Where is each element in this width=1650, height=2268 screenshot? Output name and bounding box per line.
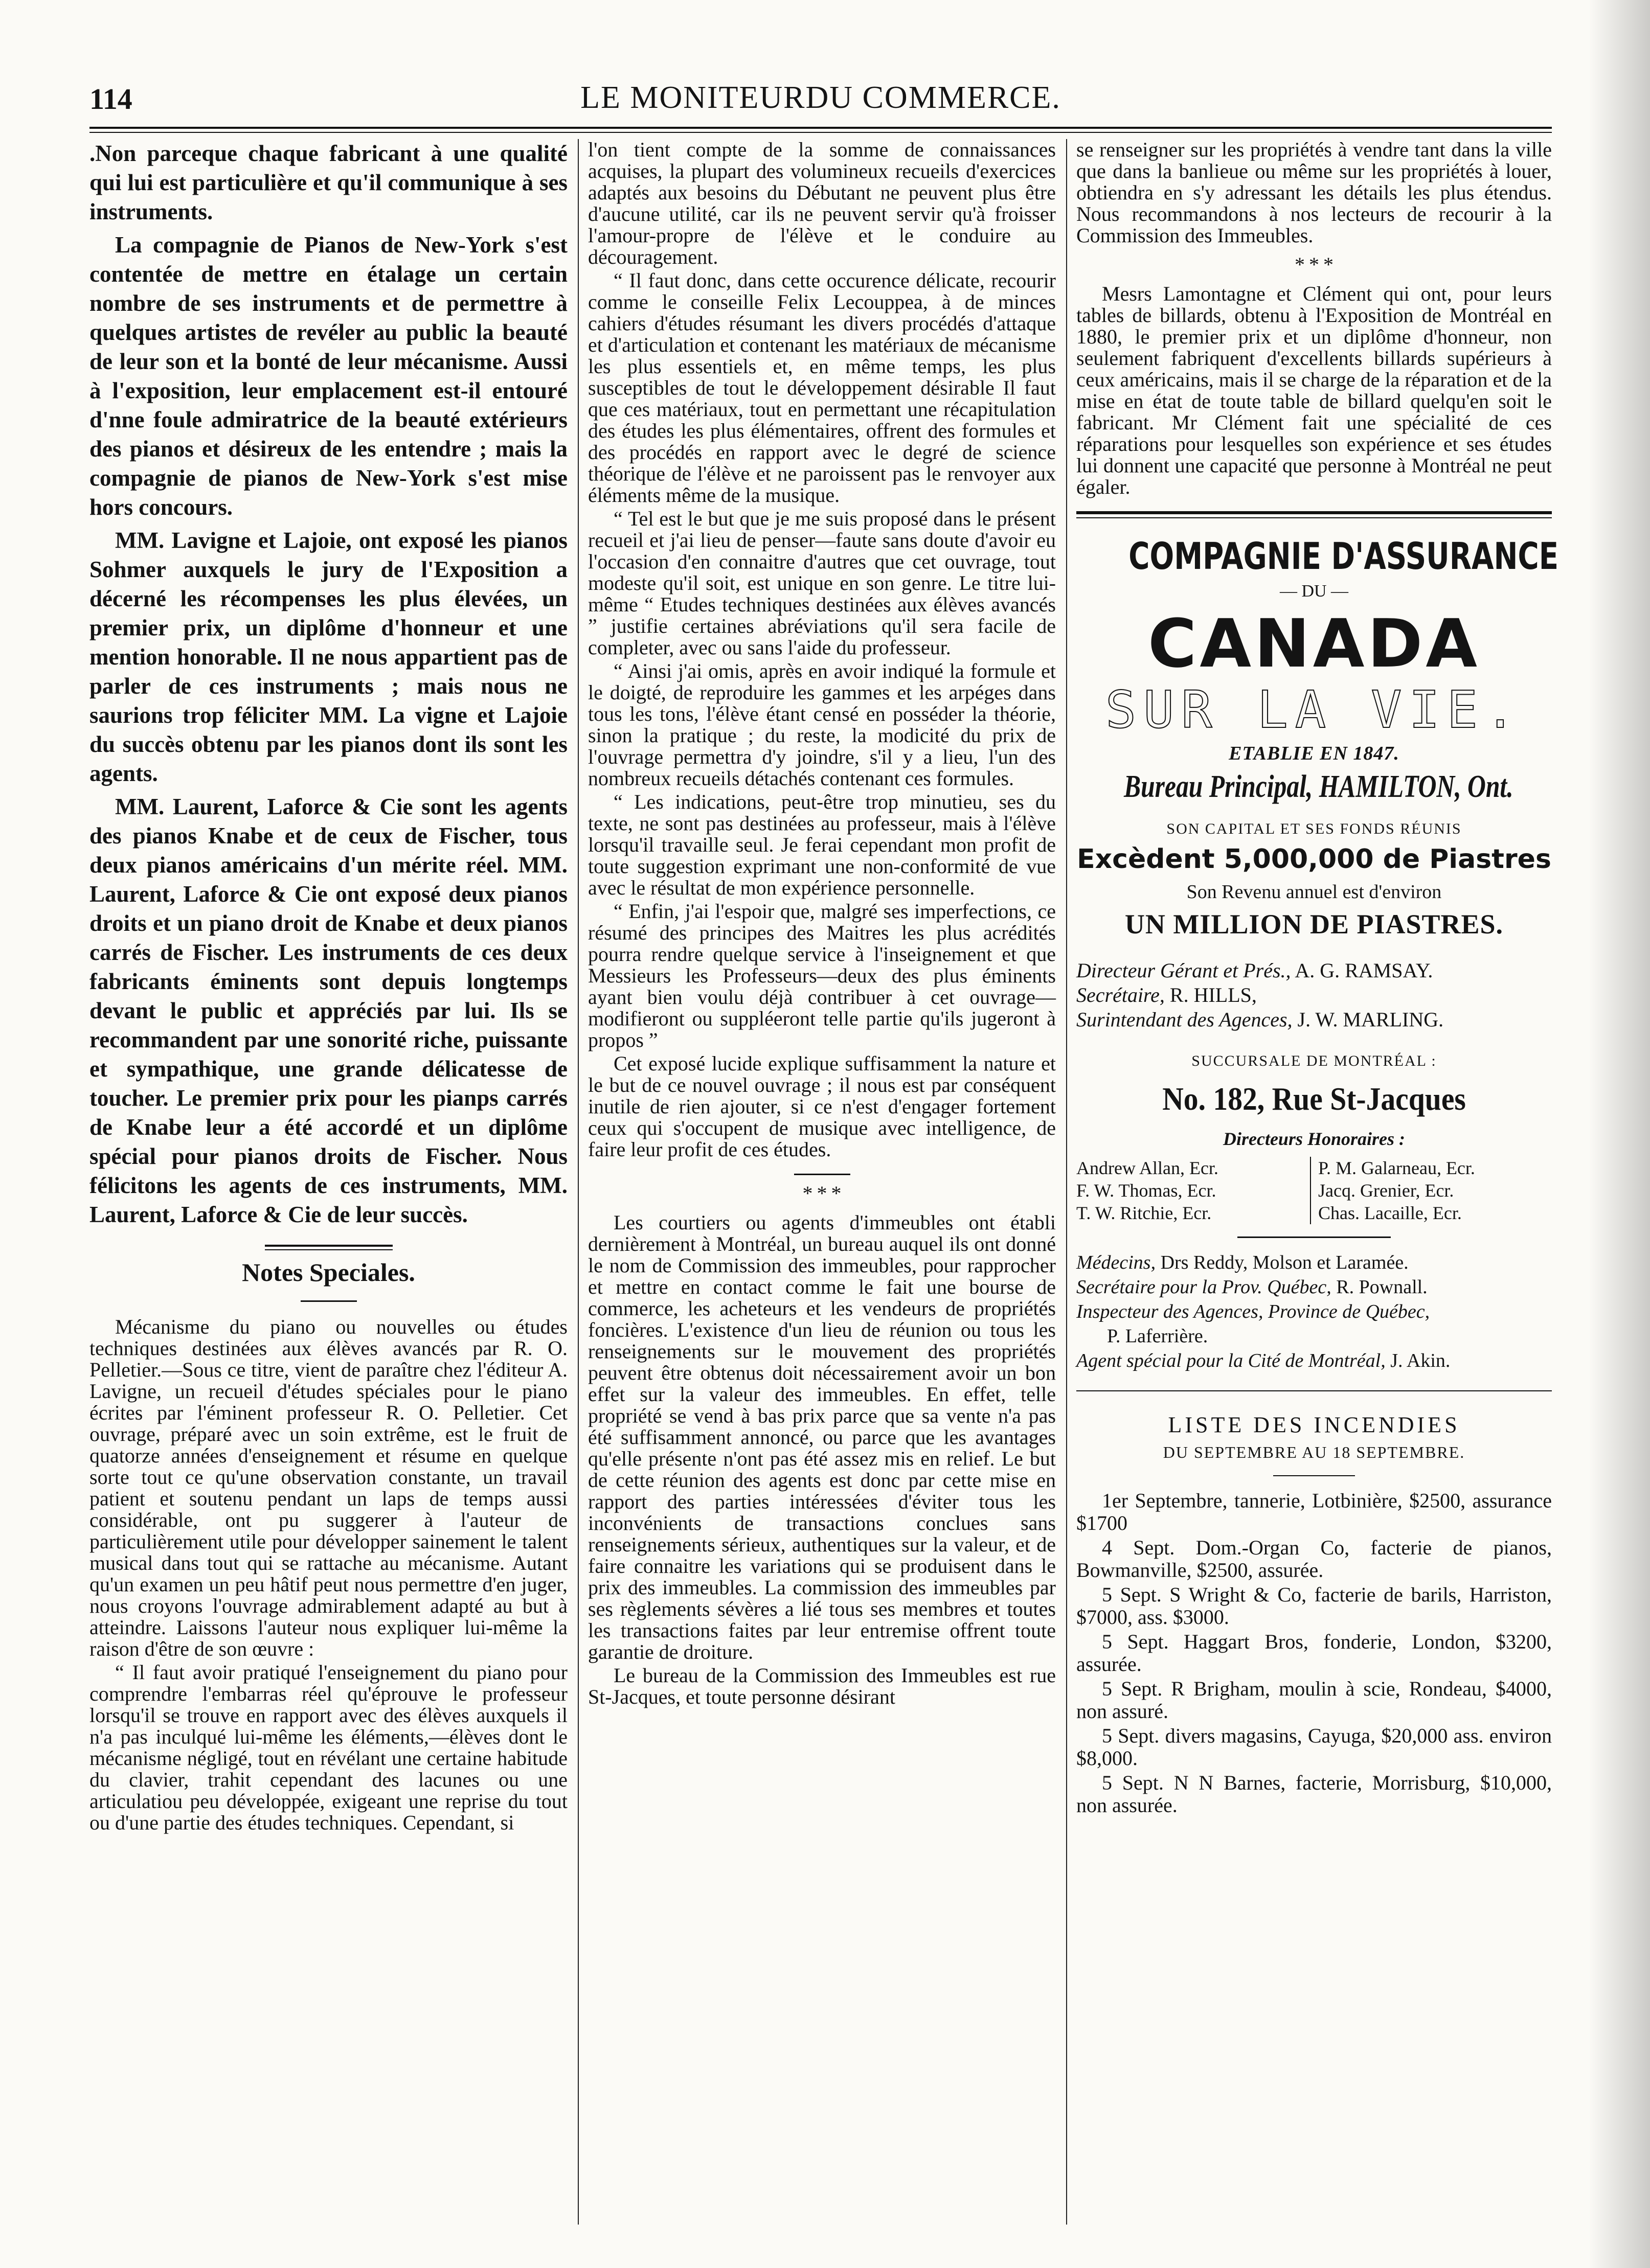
ad-agent-line: Agent spécial pour la Cité de Montréal, J. Akin. — [1076, 1350, 1451, 1371]
ad-company-name: COMPAGNIE D'ASSURANCE — [1128, 535, 1559, 578]
column-2 — [588, 139, 1056, 1710]
ad-agents — [1076, 1250, 1552, 1373]
ad-directors — [1076, 1157, 1552, 1224]
paragraph: Mesrs Lamontagne et Clément qui ont, pour leurs tables de billards, obtenu à l'Exposition de Montréal en 1880, le premier prix et un diplôme d'honneur, non seulement fabriquent d'excellents billards supérieurs à ceux américains, mais il se charge de la réparation et de la mise en état de toute table de billard quelqu'en soit le fabricant. Mr Clément fait une spécialité de ces réparations pour lesquelles son expérience et ses études lui donnent une capacité que personne à Montréal ne peut égaler. — [1076, 282, 1552, 498]
ad-revenue-line: Son Revenu annuel est d'environ — [1186, 881, 1442, 903]
director-name: T. W. Ritchie, Ecr. — [1076, 1203, 1212, 1223]
ad-head-office: Bureau Principal, HAMILTON, Ont. — [1124, 769, 1513, 804]
ad-agent-line: Inspecteur des Agences, Province de Québec, — [1076, 1301, 1430, 1322]
fires-title: LISTE DES INCENDIES — [1168, 1412, 1460, 1437]
header-rule — [89, 127, 1552, 133]
paragraph: “ Tel est le but que je me suis proposé dans le présent recueil et j'ai lieu de penser—faute sans doute d'avoir eu l'occasion d'en connaitre d'autres que cet ouvrage, tout modeste qu'il soit, est unique en son genre. Le titre lui-même “ Etudes techniques destinées aux élèves avancés ” justifie certaines abréviations qu'il sera facile de completer, avec ou sans l'aide du professeur. — [588, 507, 1056, 659]
ad-agent-line: Médecins, Drs Reddy, Molson et Laramée. — [1076, 1252, 1409, 1273]
advertisement-bottom-rule — [1076, 1390, 1552, 1391]
section-heading: Notes Speciales. — [242, 1258, 415, 1287]
ad-canada: CANADA — [1148, 605, 1480, 682]
paragraph: l'on tient compte de la somme de connaissances acquises, la plupart des volumineux recueils d'exercices adaptés aux besoins du Débutant ne peuvent plus être d'aucune utilité, car ils ne peuvent servir qu'à froisser l'amour-propre de l'élève et le conduire au découragement. — [588, 138, 1056, 268]
paragraph: “ Les indications, peut-être trop minutieu, ses du texte, ne sont pas destinées au professeur, mais à l'élève lorsqu'il travaille seul. Je ferai cependant mon profit de toute suggestion exprimant une non-conformité de vue avec le résultat de mon expérience personnelle. — [588, 790, 1056, 899]
list-item: 5 Sept. N N Barnes, facterie, Morrisburg, $10,000, non assurée. — [1076, 1771, 1552, 1817]
paragraph: MM. Lavigne et Lajoie, ont exposé les pianos Sohmer auxquels le jury de l'Exposition a décerné les récompenses les plus élevées, un premier prix, un diplôme d'honneur et une mention honorable. Il ne nous appartient pas de parler de ces instruments ; mais nous ne saurions trop féliciter MM. La vigne et Lajoie du succès obtenu par les pianos dont ils sont les agents. — [89, 528, 568, 786]
director-name: F. W. Thomas, Ecr. — [1076, 1180, 1216, 1201]
list-item: 4 Sept. Dom.-Organ Co, facterie de pianos, Bowmanville, $2500, assurée. — [1076, 1536, 1552, 1582]
ad-revenue-amount: UN MILLION DE PIASTRES. — [1124, 909, 1504, 940]
separator-rule — [794, 1174, 850, 1175]
ad-directors-heading: Directeurs Honoraires : — [1223, 1129, 1405, 1149]
paragraph: .Non parceque chaque fabricant à une qualité qui lui est particulière et qu'il communique à ses instruments. — [89, 141, 568, 224]
column-divider — [1066, 139, 1067, 2225]
list-item: 1er Septembre, tannerie, Lotbinière, $2500, assurance $1700 — [1076, 1489, 1552, 1534]
fires-list — [1076, 1412, 1552, 1817]
director-name: Andrew Allan, Ecr. — [1076, 1158, 1218, 1178]
asterism: * * * — [802, 1182, 842, 1205]
paragraph: Cet exposé lucide explique suffisamment la nature et le but de ce nouvel ouvrage ; il nous est par conséquent inutile de rien ajouter, si ce n'est d'engager fortement ceux qui s'occupent de musique avec intelligence, de faire leur profit de ces études. — [588, 1052, 1056, 1161]
heading-rule — [265, 1245, 393, 1250]
page-header — [89, 77, 1552, 123]
paragraph: Les courtiers ou agents d'immeubles ont établi dernièrement à Montréal, un bureau auquel ils ont donné le nom de Commission des immeubles, pour rapprocher et mettre en contact comme le fait une bourse de commerce, les acheteurs et les vendeurs de propriétés foncières. L'existence d'un lieu de réunion ou tous les renseignements sur le mouvement des propriétés peuvent être obtenus doit nécessairement avoir un bon effet sur la valeur des immeubles. En effet, telle propriété se vend à bas prix parce que sa vente n'a pas été suffisamment annoncé, ou parce que les avantages qu'elle présente n'ont pas été assez mis en relief. Le but de cette réunion des agents est donc par cette mise en rapport des parties intéressées d'éviter tous les inconvénients de transactions conclues sans renseignements sérieux, authentiques sur la valeur, et de faire connaitre les variations qui se produisent dans le prix des immeubles. La commission des immeubles par ses règlements sévères a lié tous ses membres et toutes les transactions faites par leur entremise offrent toute garantie de droiture. — [588, 1211, 1056, 1663]
paragraph: MM. Laurent, Laforce & Cie sont les agents des pianos Knabe et de ceux de Fischer, tous deux pianos américains d'un mérite réel. MM. Laurent, Laforce & Cie ont exposé deux pianos droits et un piano droit de Knabe et deux pianos carrés de Fischer. Les instruments de ces deux fabricants éminents sont depuis longtemps devant le public et appréciés par lui. Ils se recommandent par une sonorité riche, puissante et sympathique, une grande délicatesse de toucher. Le premier prix pour les pianps carrés de Knabe leur a été accordé et un diplôme spécial pour pianos droits de Fischer. Nous félicitons les agents de ces instruments, MM. Laurent, Laforce & Cie de leur succès. — [89, 794, 568, 1227]
page-title: LE MONITEURDU COMMERCE. — [580, 80, 1061, 115]
ad-agent-line: Secrétaire pour la Prov. Québec, R. Pownall. — [1076, 1276, 1428, 1298]
asterism: * * * — [1294, 253, 1333, 276]
paragraph: “ Il faut avoir pratiqué l'enseignement du piano pour comprendre l'embarras réel qu'éprouve le professeur lorsqu'il se trouve en rapport avec des élèves auxquels il n'a pas inculqué lui-même les éléments,—élèves dont le mécanisme négligé, tout en révélant une certaine habitude du clavier, trahit cependant des lacunes ou une articulatiou peu développée, exigeant une reprise du tout ou d'une partie des études techniques. Cependant, si — [89, 1661, 568, 1834]
column-divider — [578, 139, 579, 2225]
list-item: 5 Sept. Haggart Bros, fonderie, London, $3200, assurée. — [1076, 1630, 1552, 1676]
paragraph: “ Enfin, j'ai l'espoir que, malgré ses imperfections, ce résumé des principes des Maitres les plus acrédités pourra rendre quelque service à l'inseignement et que Messieurs les Professeurs—deux des plus éminents ayant bien voulu déjà contribuer à cet ouvrage—modifieront ou suppléeront telle partie qu'ils jugeront à propos ” — [588, 900, 1056, 1051]
ad-officer: Directeur Gérant et Prés., A. G. RAMSAY. — [1076, 959, 1433, 982]
paragraph: “ Ainsi j'ai omis, après en avoir indiqué la formule et le doigté, de reproduire les gammes et les arpéges dans tous les tons, l'élève étant censé en posséder la théorie, sinon la pratique ; du reste, la modicité du prix de l'ouvrage permettra d'y joindre, s'il y a lieu, l'un des nombreux recueils détachés contenant ces formules. — [588, 659, 1056, 790]
paragraph: “ Il faut donc, dans cette occurence délicate, recourir comme le conseille Felix Lecouppea, à de minces cahiers d'études résumant les divers procédés d'attaque et d'articulation et contenant les matériaux de mécanisme les plus essentiels et, en même temps, les plus susceptibles de tout le développement désirable Il faut que ces matériaux, tout en permettant une récapitulation des études les plus élémentaires, offrent des formules et des procédés en rapport avec le degré de science théorique de l'élève et ne paroissent pas le renvoyer aux éléments même de la musique. — [588, 269, 1056, 507]
list-item: 5 Sept. R Brigham, moulin à scie, Rondeau, $4000, non assuré. — [1076, 1677, 1552, 1723]
ad-agent-line: P. Laferrière. — [1107, 1325, 1208, 1347]
list-item: 5 Sept. S Wright & Co, facterie de barils, Harriston, $7000, ass. $3000. — [1076, 1583, 1552, 1629]
director-name: P. M. Galarneau, Ecr. — [1318, 1158, 1475, 1178]
heading-underline — [301, 1300, 357, 1302]
directors-right — [1310, 1157, 1552, 1224]
ad-capital-line: SON CAPITAL ET SES FONDS RÉUNIS — [1166, 820, 1462, 837]
column-3 — [1076, 138, 1559, 1819]
ad-branch-line: SUCCURSALE DE MONTRÉAL : — [1191, 1052, 1437, 1069]
column-1 — [89, 139, 568, 1836]
fires-subtitle: DU SEPTEMBRE AU 18 SEPTEMBRE. — [1163, 1443, 1465, 1461]
list-item: 5 Sept. divers magasins, Cayuga, $20,000 ass. environ $8,000. — [1076, 1724, 1552, 1770]
director-name: Jacq. Grenier, Ecr. — [1318, 1180, 1454, 1201]
page-edge-shadow — [1589, 0, 1650, 2268]
insurance-advertisement — [1076, 535, 1559, 1373]
ad-address: No. 182, Rue St-Jacques — [1162, 1081, 1466, 1117]
paragraph: se renseigner sur les propriétés à vendre tant dans la ville que dans la banlieue ou même sur les propriétés à louer, obtiendra en s'y adressant les détails les plus étendus. Nous recommandons à nos lecteurs de recourir à la Commission des Immeubles. — [1076, 138, 1552, 247]
advertisement-rule — [1076, 511, 1552, 518]
director-name: Chas. Lacaille, Ecr. — [1318, 1203, 1462, 1223]
ad-sur-la-vie: SUR LA VIE. — [1105, 680, 1523, 740]
paragraph: Mécanisme du piano ou nouvelles ou études techniques destinées aux élèves avancés par R. O. Pelletier.—Sous ce titre, vient de paraître chez l'éditeur A. Lavigne, un recueil d'études spéciales pour le piano écrites par l'éminent professeur R. O. Pelletier. Cet ouvrage, préparé avec un soin extrême, est le fruit de quatorze années d'enseignement et résume en quelque sorte tout ce qu'une observation constante, un travail patient et soutenu pendant un laps de temps aussi considérable, ont pu suggerer à l'auteur de particulièrement utile pour développer sainement le talent musical dans tout qui se rattache au mécanisme. Autant qu'un examen un peu hâtif peut nous permettre d'en juger, nous croyons l'ouvrage admirablement adapté au but à atteindre. Laissons l'auteur nous expliquer lui-même la raison d'être de son œuvre : — [89, 1315, 568, 1660]
ad-officer: Secrétaire, R. HILLS, — [1076, 983, 1257, 1006]
ad-officer: Surintendant des Agences, J. W. MARLING. — [1076, 1008, 1444, 1031]
section-heading-block — [89, 1245, 568, 1302]
page-number: 114 — [89, 82, 132, 116]
paragraph: La compagnie de Pianos de New-York s'est contentée de mettre en étalage un certain nombre de ses instruments et de permettre à quelques artistes de revéler au public la beauté de leur son et la bonté de leur mécanisme. Aussi à l'exposition, leur emplacement est-il entouré d'nne foule admiratrice de la beauté extérieurs des pianos et désireux de les entendre ; mais la compagnie de pianos de New-York s'est mise hors concours. — [89, 232, 568, 520]
directors-left — [1076, 1157, 1310, 1224]
paragraph: Le bureau de la Commission des Immeubles est rue St-Jacques, et toute personne désirant — [588, 1664, 1056, 1708]
ad-du: — DU — — [1279, 582, 1349, 601]
ad-established: ETABLIE EN 1847. — [1229, 743, 1399, 764]
ad-separator — [1237, 1236, 1391, 1238]
ad-capital-amount: Excèdent 5,000,000 de Piastres — [1077, 844, 1551, 875]
fires-rule — [1273, 1475, 1355, 1476]
